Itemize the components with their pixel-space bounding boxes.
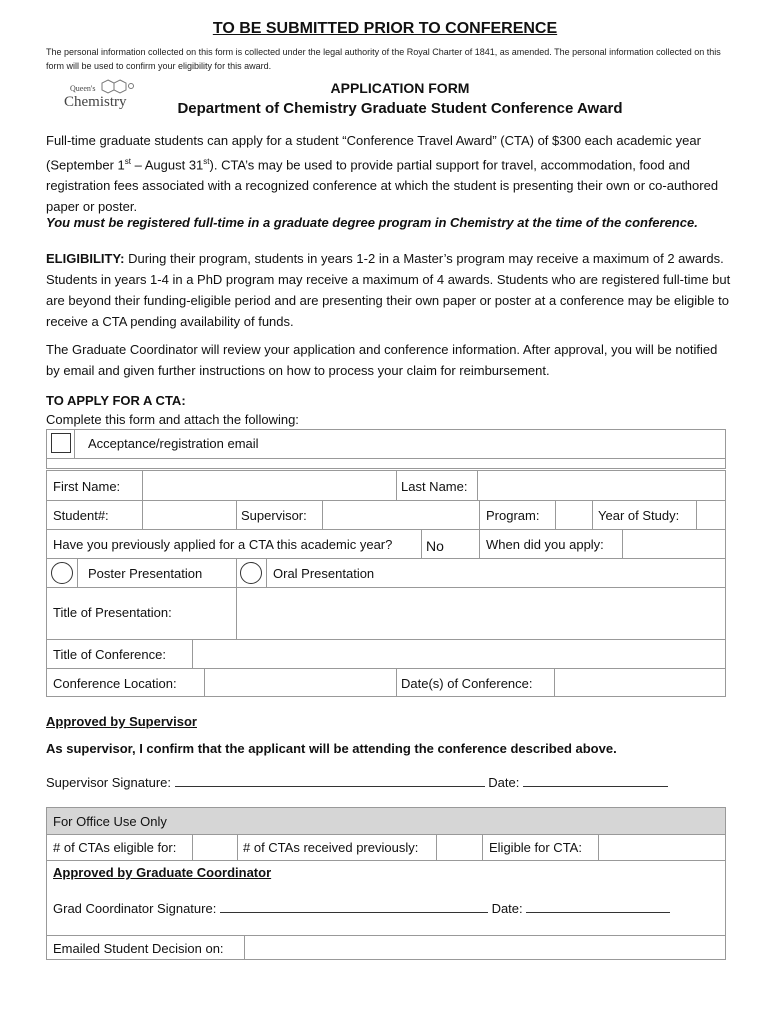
ctas-received-label: # of CTAs received previously: — [243, 840, 419, 855]
office-use-table — [46, 807, 726, 960]
last-name-label: Last Name: — [401, 479, 468, 494]
apply-subheading: Complete this form and attach the following: — [46, 412, 299, 427]
when-applied-label: When did you apply: — [486, 537, 604, 552]
attachment-label: Acceptance/registration email — [88, 436, 259, 451]
application-subtitle: Department of Chemistry Graduate Student Conference Award — [177, 100, 623, 117]
supervisor-date-label: Date: — [488, 775, 520, 790]
title-conference-input[interactable] — [193, 639, 725, 668]
form-title: TO BE SUBMITTED PRIOR TO CONFERENCE — [212, 20, 558, 37]
year-of-study-label: Year of Study: — [598, 508, 680, 523]
eligibility-text: During their program, students in years 1-2 in a Master’s program may receive a maximum of 2 awards. Students in years 1-4 in a PhD program may receive a maximum of 4 awards. Students who are registered full-time but are beyond their funding-eligible period and are presenting their own paper or poster at a conference may be eligible to receive a CTA pending availability of funds. — [46, 251, 731, 329]
last-name-input[interactable] — [478, 471, 725, 500]
eligible-cta-input[interactable] — [599, 834, 725, 860]
supervisor-date-field[interactable] — [523, 774, 668, 787]
student-number-label: Student#: — [53, 508, 109, 523]
coordinator-approval-heading: Approved by Graduate Coordinator — [53, 865, 272, 880]
apply-heading: TO APPLY FOR A CTA: — [46, 393, 186, 408]
poster-radio[interactable] — [51, 562, 73, 584]
supervisor-signature-row — [46, 774, 668, 790]
eligibility-label: ELIGIBILITY: — [46, 251, 125, 266]
application-heading — [0, 80, 770, 117]
supervisor-statement: As supervisor, I confirm that the applicant will be attending the conference described above. — [46, 741, 617, 756]
intro-text-c: ). CTA’s may be used to provide partial support for travel, accommodation, food and registration fees associated with a recognized conference at which the student is presenting their own or co-authored paper or poster. — [46, 157, 719, 215]
logo-top-text: Queen's — [70, 84, 96, 93]
title-presentation-input[interactable] — [237, 587, 725, 639]
supervisor-label: Supervisor: — [241, 508, 307, 523]
intro-text-b: – August 31 — [131, 157, 204, 173]
office-use-heading: For Office Use Only — [53, 814, 167, 829]
attachment-checkbox[interactable] — [51, 433, 71, 453]
year-of-study-input[interactable] — [697, 500, 725, 529]
ctas-eligible-input[interactable] — [193, 834, 237, 860]
coordinator-signature-field[interactable] — [220, 900, 488, 913]
intro-sup-1: st — [124, 157, 131, 166]
registration-requirement: You must be registered full-time in a graduate degree program in Chemistry at the time of the conference. — [46, 215, 698, 230]
supervisor-input[interactable] — [323, 500, 479, 529]
eligibility-paragraph — [46, 248, 732, 332]
first-name-input[interactable] — [143, 471, 396, 500]
intro-sup-2: st — [203, 157, 210, 166]
previous-cta-question: Have you previously applied for a CTA this academic year? — [53, 537, 393, 552]
privacy-notice: The personal information collected on this form is collected under the legal authority of the Royal Charter of 1841, as amended. The personal information collected on this form will be used to confirm your eligibility for this award. — [46, 47, 721, 71]
title-presentation-label: Title of Presentation: — [53, 605, 172, 620]
intro-text-a: Full-time graduate students can apply for a student “Conference Travel Award” (CTA) of $300 each academic year (September 1 — [46, 133, 701, 173]
conference-dates-label: Date(s) of Conference: — [401, 676, 533, 691]
emailed-decision-label: Emailed Student Decision on: — [53, 941, 224, 956]
emailed-decision-input[interactable] — [245, 935, 725, 959]
supervisor-approval-heading: Approved by Supervisor — [46, 714, 197, 729]
review-paragraph: The Graduate Coordinator will review your application and conference information. After approval, you will be notified by email and given further instructions on how to process your claim for reimbursement. — [46, 342, 718, 378]
supervisor-signature-field[interactable] — [175, 774, 485, 787]
conference-dates-input[interactable] — [555, 668, 725, 697]
eligible-cta-label: Eligible for CTA: — [489, 840, 582, 855]
logo-bottom-text: Chemistry — [64, 94, 127, 110]
coordinator-signature-label: Grad Coordinator Signature: — [53, 901, 217, 916]
student-number-input[interactable] — [143, 500, 236, 529]
program-input[interactable] — [556, 500, 592, 529]
when-applied-input[interactable] — [623, 529, 725, 558]
oral-label: Oral Presentation — [273, 566, 375, 581]
coordinator-date-field[interactable] — [526, 900, 670, 913]
ctas-eligible-label: # of CTAs eligible for: — [53, 840, 177, 855]
title-conference-label: Title of Conference: — [53, 647, 166, 662]
previous-cta-answer[interactable]: No — [426, 538, 444, 554]
ctas-received-input[interactable] — [437, 834, 482, 860]
application-title: APPLICATION FORM — [330, 80, 470, 96]
program-label: Program: — [486, 508, 540, 523]
poster-label: Poster Presentation — [88, 566, 203, 581]
coordinator-date-label: Date: — [491, 901, 523, 916]
application-form-table — [46, 470, 726, 697]
attachment-checklist — [46, 429, 726, 469]
coordinator-signature-row — [53, 900, 670, 916]
intro-paragraph — [46, 130, 732, 217]
conference-location-input[interactable] — [205, 668, 396, 697]
oral-radio[interactable] — [240, 562, 262, 584]
supervisor-signature-label: Supervisor Signature: — [46, 775, 172, 790]
first-name-label: First Name: — [53, 479, 121, 494]
conference-location-label: Conference Location: — [53, 676, 177, 691]
